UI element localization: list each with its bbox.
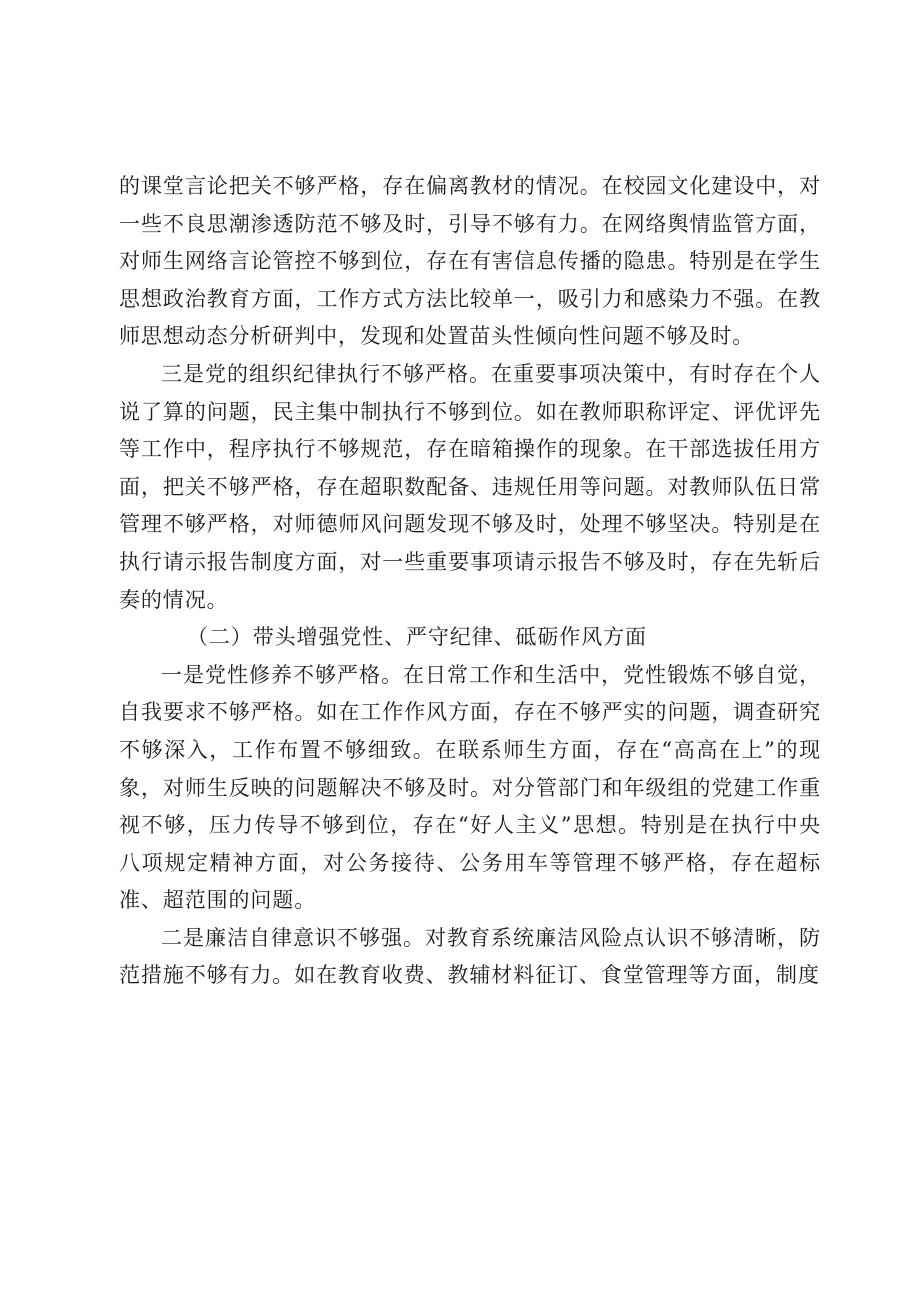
section-heading: （二）带头增强党性、严守纪律、砥砺作风方面 <box>187 625 647 650</box>
paragraph-party-spirit: 一是党性修养不够严格。在日常工作和生活中，党性锻炼不够自觉，自我要求不够严格。如在工作作风方面，存在不够严实的问题，调查研究不够深入，工作布置不够细致。在联系师生方面，存在“高高在上”的现象，对师生反映的问题解决不够及时。对分管部门和年级组的党建工作重视不够，压力传导不够到位，存在“好人主义”思想。特别是在执行中央八项规定精神方面，对公务接待、公务用车等管理不够严格，存在超标准、超范围的问题。 <box>119 662 821 913</box>
paragraph-organizational-discipline: 三是党的组织纪律执行不够严格。在重要事项决策中，有时存在个人说了算的问题，民主集中制执行不够到位。如在教师职称评定、评优评先等工作中，程序执行不够规范，存在暗箱操作的现象。在干部选拔任用方面，把关不够严格，存在超职数配备、违规任用等问题。对教师队伍日常管理不够严格，对师德师风问题发现不够及时，处理不够坚决。特别是在执行请示报告制度方面，对一些重要事项请示报告不够及时，存在先斩后奏的情况。 <box>119 361 821 612</box>
document-body <box>119 168 821 995</box>
paragraph-continuation: 的课堂言论把关不够严格，存在偏离教材的情况。在校园文化建设中，对一些不良思潮渗透防范不够及时，引导不够有力。在网络舆情监管方面，对师生网络言论管控不够到位，存在有害信息传播的隐患。特别是在学生思想政治教育方面，工作方式方法比较单一，吸引力和感染力不强。在教师思想动态分析研判中，发现和处置苗头性倾向性问题不够及时。 <box>119 174 821 349</box>
paragraph-integrity-self-discipline: 二是廉洁自律意识不够强。对教育系统廉洁风险点认识不够清晰，防范措施不够有力。如在教育收费、教辅材料征订、食堂管理等方面，制度 <box>119 925 821 988</box>
